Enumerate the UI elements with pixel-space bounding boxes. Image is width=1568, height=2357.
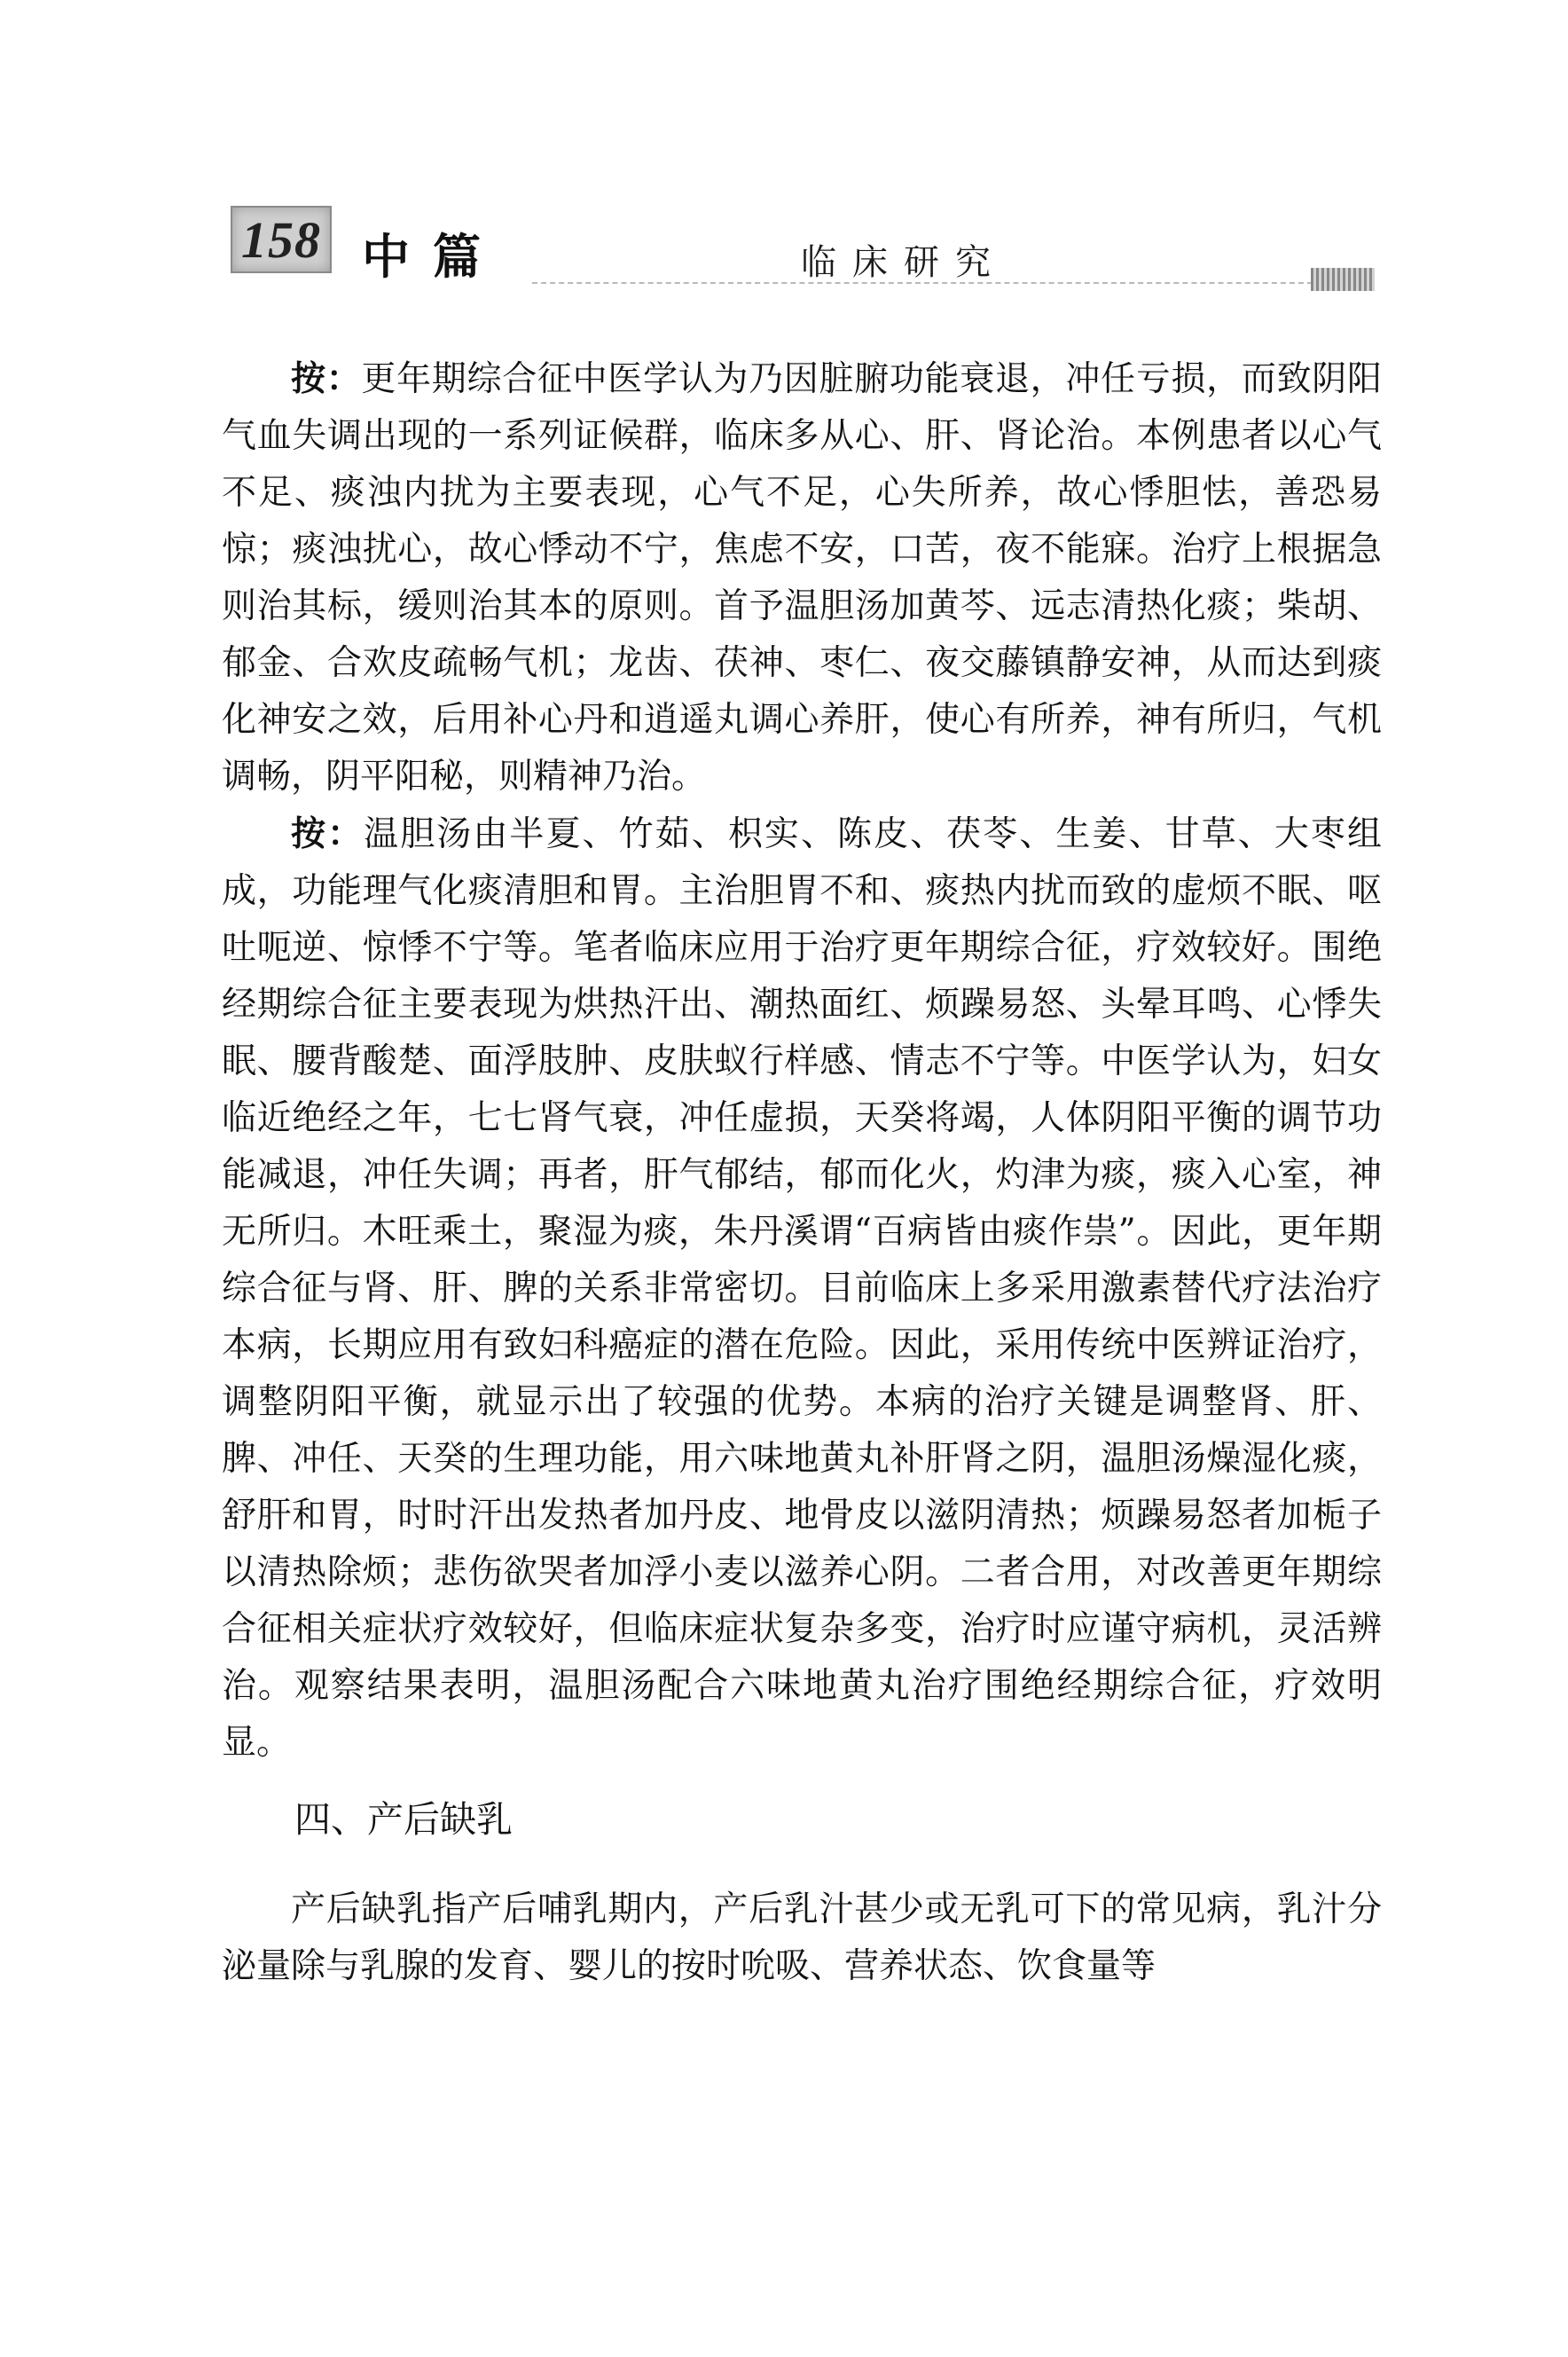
section-heading: 四、产后缺乳: [294, 1798, 513, 1841]
paragraph-commentary-1: [222, 350, 1382, 805]
paragraph-lead: 按：: [291, 358, 362, 399]
body-text: [222, 350, 1382, 1995]
paragraph-text: 更年期综合征中医学认为乃因脏腑功能衰退，冲任亏损，而致阴阳气血失调出现的一系列证候群，临床多从心、肝、肾论治。本例患者以心气不足、痰浊内扰为主要表现，心气不足，心失所养，故心悸胆怯，善恐易惊；痰浊扰心，故心悸动不宁，焦虑不安，口苦，夜不能寐。治疗上根据急则治其标，缓则治其本的原则。首予温胆汤加黄芩、远志清热化痰；柴胡、郁金、合欢皮疏畅气机；龙齿、茯神、枣仁、夜交藤镇静安神，从而达到痰化神安之效，后用补心丹和逍遥丸调心养肝，使心有所养，神有所归，气机调畅，阴平阳秘，则精神乃治。: [222, 359, 1382, 797]
paragraph-text: 温胆汤由半夏、竹茹、枳实、陈皮、茯苓、生姜、甘草、大枣组成，功能理气化痰清胆和胃。主治胆胃不和、痰热内扰而致的虚烦不眠、呕吐呃逆、惊悸不宁等。笔者临床应用于治疗更年期综合征，疗效较好。围绝经期综合征主要表现为烘热汗出、潮热面红、烦躁易怒、头晕耳鸣、心悸失眠、腰背酸楚、面浮肢肿、皮肤蚁行样感、情志不宁等。中医学认为，妇女临近绝经之年，七七肾气衰，冲任虚损，天癸将竭，人体阴阳平衡的调节功能减退，冲任失调；再者，肝气郁结，郁而化火，灼津为痰，痰入心室，神无所归。木旺乘土，聚湿为痰，朱丹溪谓“百病皆由痰作祟”。因此，更年期综合征与肾、肝、脾的关系非常密切。目前临床上多采用激素替代疗法治疗本病，长期应用有致妇科癌症的潜在危险。因此，采用传统中医辨证治疗，调整阴阳平衡，就显示出了较强的优势。本病的治疗关键是调整肾、肝、脾、冲任、天癸的生理功能，用六味地黄丸补肝肾之阴，温胆汤燥湿化痰，舒肝和胃，时时汗出发热者加丹皮、地骨皮以滋阴清热；烦躁易怒者加栀子以清热除烦；悲伤欲哭者加浮小麦以滋养心阴。二者合用，对改善更年期综合征相关症状疗效较好，但临床症状复杂多变，治疗时应谨守病机，灵活辨治。观察结果表明，温胆汤配合六味地黄丸治疗围绝经期综合征，疗效明显。: [222, 814, 1382, 1763]
paragraph-postpartum: 产后缺乳指产后哺乳期内，产后乳汁甚少或无乳可下的常见病，乳汁分泌量除与乳腺的发育、婴儿的按时吮吸、营养状态、饮食量等: [222, 1890, 1382, 1986]
section-title: 临床研究: [801, 242, 1007, 283]
page-number: 158: [231, 206, 332, 273]
paragraph-commentary-2: [222, 805, 1382, 1772]
part-title: 中篇: [362, 228, 504, 285]
header-divider: [532, 282, 1313, 284]
paragraph-lead: 按：: [291, 813, 365, 854]
header-decoration: [1311, 268, 1375, 291]
